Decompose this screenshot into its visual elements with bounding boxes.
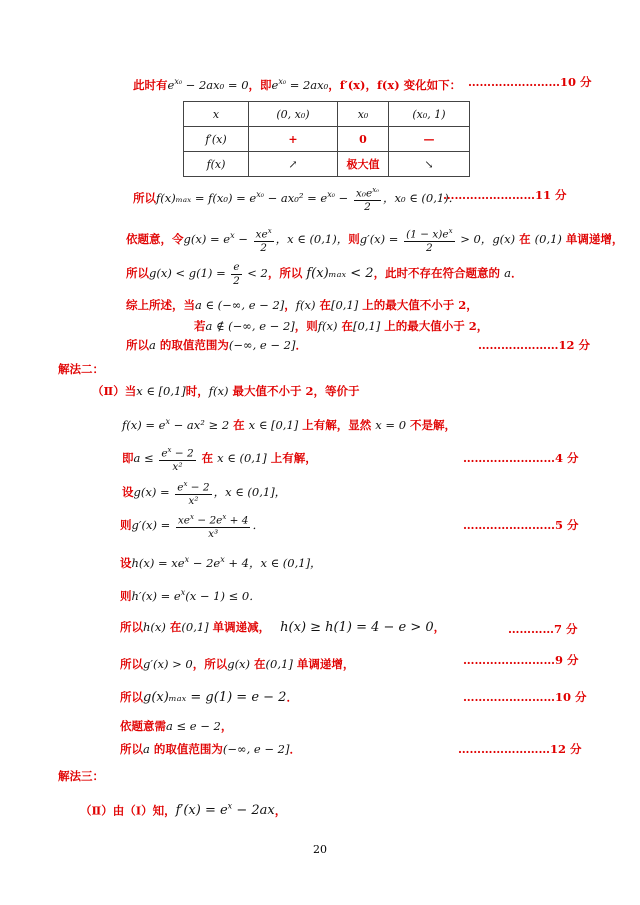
section-heading: 解法二： (58, 362, 104, 376)
text-line: 若a ∉ (−∞, e − 2]，则f(x) 在[0,1] 上的最大值小于 2， (194, 319, 489, 333)
score-marker: ……………………10 分 (468, 75, 592, 89)
score-marker: ……………………10 分 (463, 690, 587, 704)
text: 此时有 (133, 77, 168, 92)
formula: g′(x) = $\frac{(1 - x)e^x}{2}$ > 0，g(x) (359, 226, 516, 255)
formula: $e^{x_0} - 2ax_0 = 0$ (167, 77, 249, 92)
page-number: 20 (313, 843, 327, 856)
text-line: 所以a 的取值范围为(−∞, e − 2]． (126, 338, 307, 352)
score-marker: ……………………4 分 (463, 451, 579, 465)
variation-table (183, 101, 470, 177)
score-marker: …………7 分 (508, 622, 578, 636)
score-marker: ……………………12 分 (458, 742, 582, 756)
text-line: 所以a 的取值范围为(−∞, e − 2]． (120, 742, 301, 756)
text-line: $f(x) = e^x - ax^2 \ge 2$ 在 x ∈ [0,1] 上有解，显然 x = 0 不是解， (122, 417, 457, 432)
text-line: 依题意需a ≤ e − 2， (120, 719, 233, 733)
formula: g(x) = $\frac{e^x - 2}{\text{x²}}$ ，x ∈ (0,1]， (133, 479, 287, 508)
formula: $f(x) = e^x - ax^2 \ge 2$ (122, 417, 230, 432)
text-line: 综上所述，当a ∈ (−∞, e − 2]，f(x) 在[0,1] 上的最大值不小于 2， (126, 298, 478, 312)
formula: $h'(x) = e^x(x - 1) \le 0$． (131, 588, 261, 603)
text-line: 依题意，令$g(x) = e^x$ − $\frac{xe^x}{2}$ ，x ∈ (0,1)，则g′(x) = $\frac{(1 - x)e^x}{2}$ > 0，g(x) 在 (0,1) 单调递增， (126, 226, 624, 255)
text-line: 所以g(x)ₘₐₓ = g(1) = e − 2． (120, 690, 298, 705)
text-line: 则g′(x) = $\frac{xe^x - 2e^x + 4}{\text{x³}}$ ． (120, 512, 264, 541)
table-row: x (0, x₀) x₀ (x₀, 1) (184, 102, 470, 127)
formula: g(x) < g(1) = $\frac{e}{2}$ < 2 (149, 260, 268, 287)
text-line: 即a ≤ $\frac{e^x - 2}{\text{x²}}$ 在 x ∈ (0,1] 上有解， (122, 445, 317, 474)
score-marker: ……………………9 分 (463, 653, 579, 667)
section-heading: 解法三： (58, 769, 104, 783)
table-row: f(x) ↗ 极大值 ↘ (184, 152, 470, 177)
text-line: （Ⅱ）由（Ⅰ）知，$f'(x) = e^x - 2ax$， (80, 802, 287, 819)
formula: $g(x) = e^x$ − $\frac{xe^x}{2}$ ，x ∈ (0,1)， (183, 226, 349, 255)
text-line: 所以$f(x)_{max} = f(x_0) = e^{x_0} - ax_0^2 = e^{x_0}$ − $\frac{x_0e^{x_0}}{2}$ ，x₀ ∈ (0,1)． (133, 185, 461, 214)
formula: $e^{x_0} = 2ax_0$ (271, 77, 329, 92)
score-marker: ……………………11 分 (443, 188, 567, 202)
formula: $h(x) = xe^x - 2e^x + 4$，x ∈ (0,1]， (131, 555, 322, 570)
score-marker: ……………………5 分 (463, 518, 579, 532)
score-marker: …………………12 分 (478, 338, 591, 352)
text-line: （Ⅱ）当x ∈ [0,1]时，f(x) 最大值不小于 2，等价于 (92, 384, 360, 398)
text-line: 所以h(x) 在(0,1] 单调递减， h(x) ≥ h(1) = 4 − e > 0， (120, 620, 446, 635)
text-line: 所以g(x) < g(1) = $\frac{e}{2}$ < 2，所以 f(x)ₘₐₓ < 2，此时不存在符合题意的 a． (126, 260, 523, 287)
formula: $f'(x) = e^x - 2ax$ (175, 802, 275, 819)
table-row: f′(x) + 0 — (184, 127, 470, 152)
text-line: 设g(x) = $\frac{e^x - 2}{\text{x²}}$ ，x ∈ (0,1]， (122, 479, 287, 508)
text-line: 设$h(x) = xe^x - 2e^x + 4$，x ∈ (0,1]， (120, 555, 322, 570)
text-line: 则$h'(x) = e^x(x - 1) \le 0$． (120, 588, 261, 603)
formula: a ≤ $\frac{e^x - 2}{\text{x²}}$ (133, 445, 194, 474)
formula: $f(x)_{max} = f(x_0) = e^{x_0} - ax_0^2 = e^{x_0}$ − $\frac{x_0e^{x_0}}{2}$ ，x₀ ∈ (0,1)． (156, 185, 461, 214)
text-line: 此时有$e^{x_0} - 2ax_0 = 0$，即$e^{x_0} = 2ax_0$，f′(x)，f(x) 变化如下： (133, 77, 462, 92)
formula: g′(x) = $\frac{xe^x - 2e^x + 4}{\text{x³}}$ ． (131, 512, 264, 541)
text-line: 所以g′(x) > 0，所以g(x) 在(0,1] 单调递增， (120, 657, 355, 671)
